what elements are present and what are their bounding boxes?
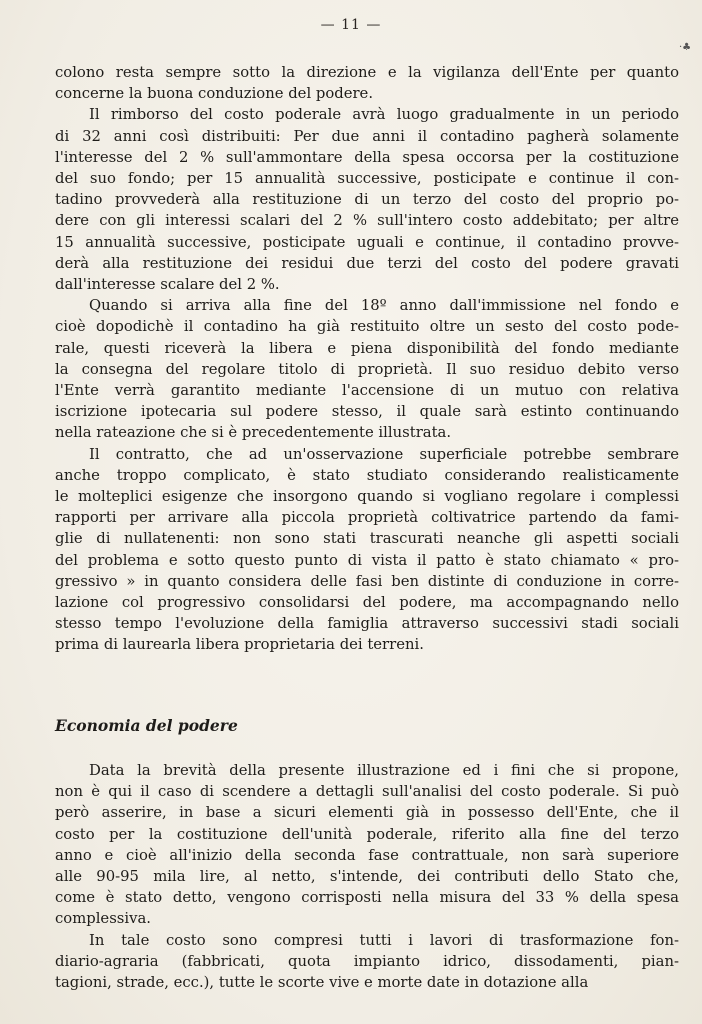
text-line: Il rimborso del costo poderale avrà luogo gradualmente in un periodo [89,106,679,124]
text-line: di 32 anni così distribuiti: Per due anni il contadino pagherà solamente [55,127,679,145]
text-line: iscrizione ipotecaria sul podere stesso, il quale sarà estinto continuando [55,403,679,421]
paragraph [55,104,679,295]
text-line: come è stato detto, vengono corrisposti nella misura del 33 % della spesa [55,889,679,907]
paragraph [55,295,679,443]
section-heading: Economia del podere [55,716,238,735]
body-text-bottom [55,760,679,993]
paragraph [55,760,679,930]
text-line: l'Ente verrà garantito mediante l'accensione di un mutuo con relativa [55,382,679,400]
text-line: però asserire, in base a sicuri elementi già in possesso dell'Ente, che il [55,804,679,822]
text-line: l'interesse del 2 % sull'ammontare della spesa occorsa per la costituzione [55,148,679,166]
text-line: la consegna del regolare titolo di proprietà. Il suo residuo debito verso [55,360,679,378]
text-line: dall'interesse scalare del 2 %. [55,276,280,294]
text-line: In tale costo sono compresi tutti i lavori di trasformazione fon- [89,931,679,949]
text-line: diario-agraria (fabbricati, quota impianto idrico, dissodamenti, pian- [55,952,679,970]
text-line: glie di nullatenenti: non sono stati trascurati neanche gli aspetti sociali [55,530,679,548]
text-line: anche troppo complicato, è stato studiato considerando realisticamente [55,466,679,484]
text-line: nella rateazione che si è precedentemente illustrata. [55,424,452,442]
text-line: dere con gli interessi scalari del 2 % sull'intero costo addebitato; per altre [55,212,679,230]
paragraph [55,62,679,104]
text-line: del suo fondo; per 15 annualità successive, posticipate e continue il con- [55,170,679,188]
text-line: le molteplici esigenze che insorgono quando si vogliano regolare i complessi [55,488,679,506]
text-line: Data la brevità della presente illustrazione ed i fini che si propone, [89,762,679,779]
text-line: rale, questi riceverà la libera e piena disponibilità del fondo mediante [55,339,679,357]
text-line: stesso tempo l'evoluzione della famiglia attraverso successivi stadi sociali [55,615,679,633]
corner-mark: ·♣ [679,42,692,53]
text-line: prima di laurearla libera proprietaria dei terreni. [55,636,424,654]
text-line: costo per la costituzione dell'unità poderale, riferito alla fine del terzo [55,825,679,843]
text-line: anno e cioè all'inizio della seconda fase contrattuale, non sarà superiore [55,846,679,864]
text-line: complessiva. [55,910,151,928]
text-line: concerne la buona conduzione del podere. [55,85,374,103]
page-number: — 11 — [320,17,382,33]
text-line: cioè dopodichè il contadino ha già restituito oltre un sesto del costo pode- [55,318,679,336]
paragraph [55,444,679,656]
text-line: Il contratto, che ad un'osservazione superficiale potrebbe sembrare [89,445,679,463]
body-text-top [55,62,679,656]
text-line: non è qui il caso di scendere a dettagli sull'analisi del costo poderale. Si può [55,783,679,801]
text-line: tadino provvederà alla restituzione di un terzo del costo del proprio po- [55,191,679,209]
text-line: lazione col progressivo consolidarsi del podere, ma accompagnando nello [55,594,679,612]
text-line: 15 annualità successive, posticipate uguali e continue, il contadino provve- [55,233,679,251]
text-line: colono resta sempre sotto la direzione e la vigilanza dell'Ente per quanto [55,64,679,81]
text-line: del problema e sotto questo punto di vista il patto è stato chiamato « pro- [55,551,679,569]
text-line: alle 90-95 mila lire, al netto, s'intende, dei contributi dello Stato che, [55,868,679,886]
text-line: gressivo » in quanto considera delle fasi ben distinte di conduzione in corre- [55,572,679,590]
paragraph [55,930,679,994]
text-line: tagioni, strade, ecc.), tutte le scorte vive e morte date in dotazione alla [55,974,589,992]
text-line: rapporti per arrivare alla piccola proprietà coltivatrice partendo da fami- [55,509,679,527]
text-line: derà alla restituzione dei residui due terzi del costo del podere gravati [55,254,679,272]
text-line: Quando si arriva alla fine del 18º anno dall'immissione nel fondo e [89,297,679,315]
